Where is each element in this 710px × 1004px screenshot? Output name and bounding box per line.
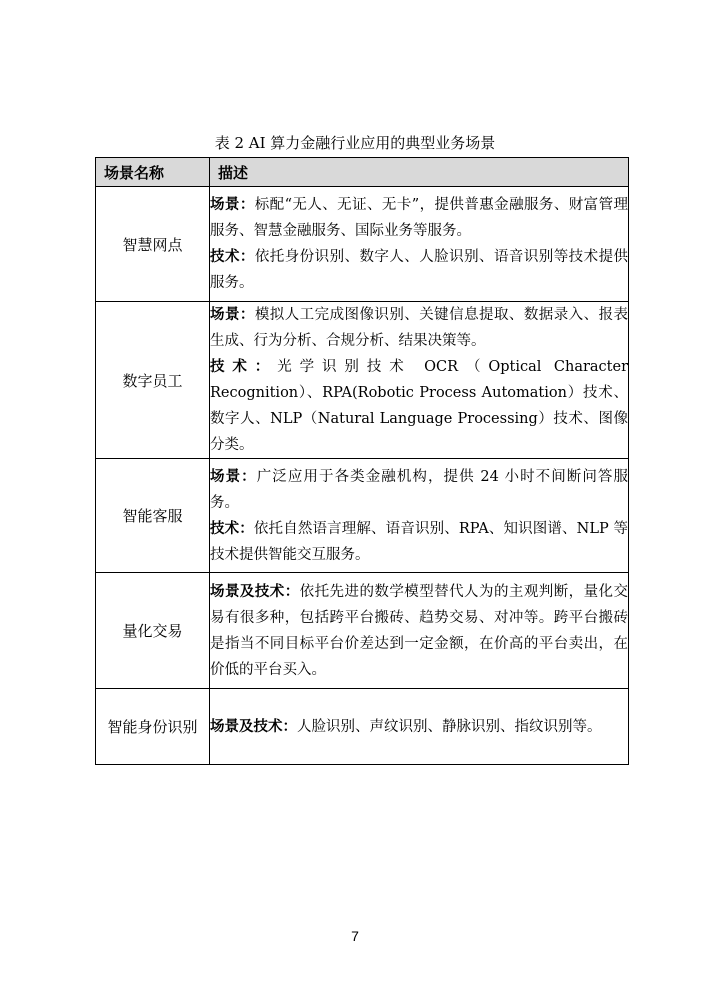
description-paragraph <box>210 516 628 568</box>
description-paragraph <box>210 579 628 683</box>
paragraph-label: 场景： <box>210 196 255 213</box>
paragraph-label: 场景及技术： <box>210 717 297 735</box>
paragraph-label: 场景： <box>210 467 257 485</box>
paragraph-label: 技术： <box>210 519 254 537</box>
table-caption: 表 2 AI 算力金融行业应用的典型业务场景 <box>214 134 496 152</box>
paragraph-text: 光学识别技术 OCR（Optical Character Recognition）、RPA(Robotic Process Automation）技术、数字人、NLP（Natural Language Processing）技术、图像分类。 <box>210 359 629 453</box>
paragraph-text: 标配“无人、无证、无卡”，提供普惠金融服务、财富管理服务、智慧金融服务、国际业务等服务。 <box>210 197 629 239</box>
description-paragraph <box>210 192 628 244</box>
table-row <box>96 689 629 765</box>
scene-description <box>210 187 629 302</box>
paragraph-text: 模拟人工完成图像识别、关键信息提取、数据录入、报表生成、行为分析、合规分析、结果决策等。 <box>210 307 629 349</box>
paragraph-label: 场景： <box>210 306 255 323</box>
table-row <box>96 573 629 689</box>
paragraph-label: 技术： <box>210 248 255 265</box>
scene-description <box>210 573 629 689</box>
paragraph-text: 依托自然语言理解、语音识别、RPA、知识图谱、NLP 等技术提供智能交互服务。 <box>210 520 628 563</box>
scene-name: 智慧网点 <box>96 187 210 302</box>
scene-description <box>210 689 629 765</box>
description-paragraph <box>210 464 628 516</box>
table-row <box>96 459 629 573</box>
scene-name: 量化交易 <box>96 573 210 689</box>
page-number: 7 <box>351 928 359 944</box>
description-paragraph <box>210 714 628 740</box>
table-row <box>96 187 629 302</box>
paragraph-text: 人脸识别、声纹识别、静脉识别、指纹识别等。 <box>297 718 602 735</box>
description-paragraph <box>210 302 628 354</box>
scene-description <box>210 459 629 573</box>
header-scene-name: 场景名称 <box>96 158 210 187</box>
paragraph-label: 技术： <box>210 358 278 375</box>
description-paragraph <box>210 354 628 458</box>
header-description: 描述 <box>210 158 629 187</box>
paragraph-text: 依托先进的数学模型替代人为的主观判断，量化交易有很多种，包括跨平台搬砖、趋势交易、对冲等。跨平台搬砖是指当不同目标平台价差达到一定金额，在价高的平台卖出，在价低的平台买入。 <box>210 583 629 678</box>
table-header-row <box>96 158 629 187</box>
scene-description <box>210 302 629 459</box>
scene-name: 智能身份识别 <box>96 689 210 765</box>
business-scenario-table <box>95 157 629 765</box>
scene-name: 数字员工 <box>96 302 210 459</box>
paragraph-text: 依托身份识别、数字人、人脸识别、语音识别等技术提供服务。 <box>210 249 629 291</box>
paragraph-text: 广泛应用于各类金融机构，提供 24 小时不间断问答服务。 <box>210 468 629 511</box>
table-row <box>96 302 629 459</box>
description-paragraph <box>210 244 628 296</box>
scene-name: 智能客服 <box>96 459 210 573</box>
paragraph-label: 场景及技术： <box>210 582 300 600</box>
